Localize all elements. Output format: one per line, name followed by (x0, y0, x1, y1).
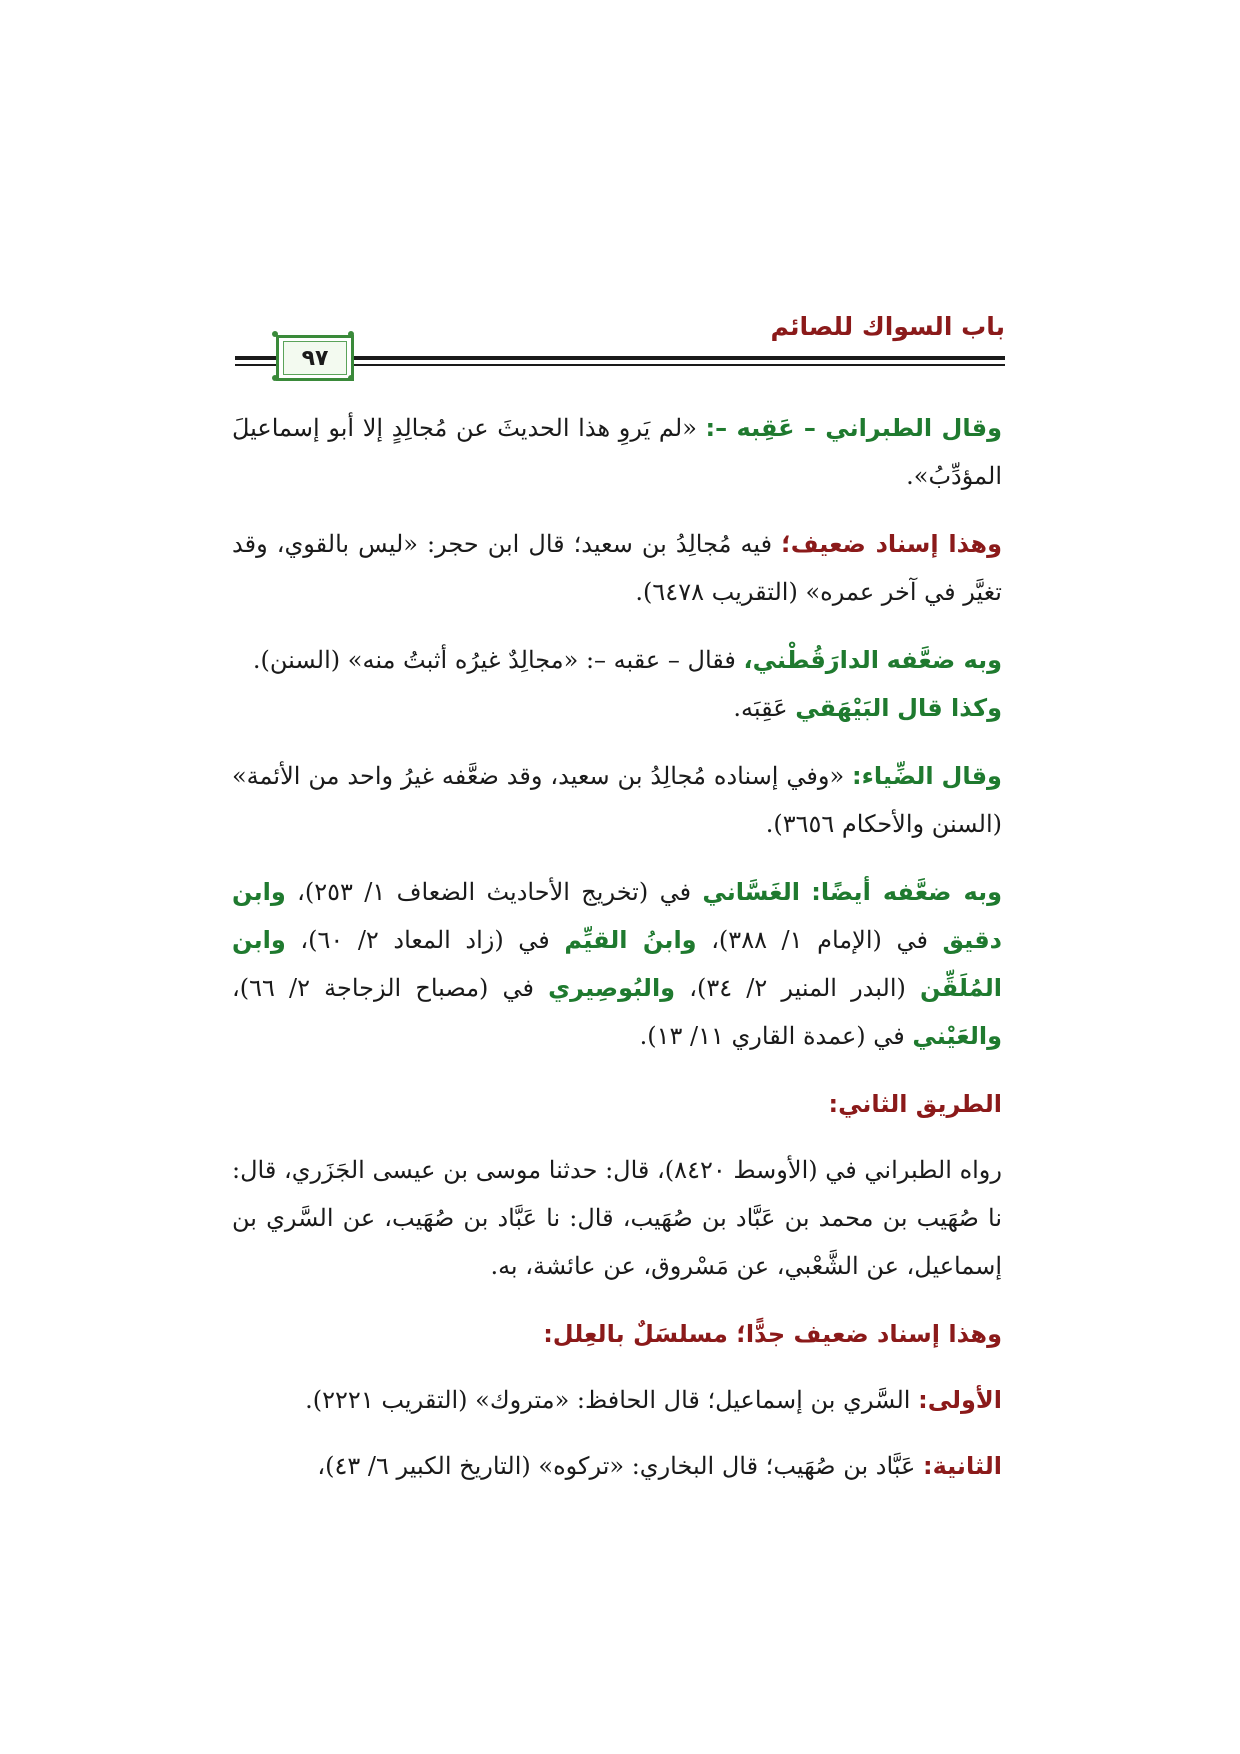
paragraph-also-weakened (232, 868, 1002, 1060)
section-heading-very-weak: وهذا إسناد ضعيف جدًّا؛ مسلسَلٌ بالعِلل: (543, 1320, 1002, 1348)
paragraph-text: فيه مُجالِدُ بن سعيد؛ قال ابن حجر: «ليس بالقوي، وقد تغيَّر في آخر عمره» (التقريب ٦٤٧٨). (232, 530, 1002, 606)
paragraph-text: رواه الطبراني في (الأوسط ٨٤٢٠)، قال: حدثنا موسى بن عيسى الجَزَري، قال: نا صُهَيب بن محمد بن عَبَّاد بن صُهَيب، قال: نا عَبَّاد بن صُهَيب، عن السَّري بن إسماعيل، عن الشَّعْبي، عن مَسْروق، عن عائشة، به. (232, 1156, 1002, 1280)
scholar-name: الغَسَّاني (702, 878, 800, 906)
ornament-dot-icon (272, 331, 278, 337)
paragraph-label: وكذا قال (897, 694, 1002, 722)
paragraph-label: وهذا إسناد ضعيف؛ (781, 530, 1002, 558)
scholar-name: الدارَقُطْني، (743, 646, 879, 674)
paragraph-text: عَبَّاد بن صُهَيب؛ قال البخاري: «تركوه» (التاريخ الكبير ٦/ ٤٣)، (317, 1452, 916, 1480)
paragraph-second-defect (232, 1442, 1002, 1490)
ornament-dot-icon (348, 331, 354, 337)
paragraph-label: وقال الطبراني – عَقِبه –: (705, 414, 1002, 442)
citation-text: في (الإمام ١/ ٣٨٨)، (711, 926, 928, 954)
paragraph-label: وبه ضعَّفه (886, 646, 1002, 674)
paragraph-tabarani-comment (232, 404, 1002, 500)
paragraph-label: الأولى: (918, 1386, 1002, 1414)
scholar-name: وابن دقيق (232, 878, 1002, 954)
scholar-name: البَيْهَقي (795, 694, 890, 722)
scholar-name: وابنُ القيِّم (564, 926, 697, 954)
paragraph-label: وبه ضعَّفه أيضًا: (811, 878, 1002, 906)
paragraph-tabarani-awsat (232, 1146, 1002, 1290)
scholar-name: وابن المُلَقِّن (232, 926, 1002, 1002)
paragraph-text: فقال – عقبه –: «مجالِدٌ غيرُه أثبتُ منه» (السنن). (252, 646, 736, 674)
paragraph-weak-chain (232, 520, 1002, 616)
paragraph-label: الثانية: (922, 1452, 1002, 1480)
page-body (232, 404, 1002, 1508)
ornament-dot-icon (348, 375, 354, 381)
paragraph-text: السَّري بن إسماعيل؛ قال الحافظ: «متروك» (التقريب ٢٢٢١). (305, 1386, 911, 1414)
citation-text: في (عمدة القاري ١١/ ١٣). (639, 1022, 905, 1050)
section-heading-second-path: الطريق الثاني: (828, 1090, 1002, 1118)
paragraph-label: وقال (941, 762, 1002, 790)
paragraph-text: عَقِبَه. (733, 694, 788, 722)
page-number: ٩٧ (283, 341, 347, 375)
paragraph-daraqutni (232, 636, 1002, 732)
scholar-name: الضِّياء: (852, 762, 934, 790)
ornament-dot-icon (272, 375, 278, 381)
citation-text: في (مصباح الزجاجة ٢/ ٦٦)، (232, 974, 535, 1002)
citation-text: (البدر المنير ٢/ ٣٤)، (689, 974, 906, 1002)
paragraph-first-defect (232, 1376, 1002, 1424)
citation-text: في (زاد المعاد ٢/ ٦٠)، (300, 926, 550, 954)
page-number-frame (276, 335, 354, 381)
scholar-name: والعَيْني (912, 1022, 1002, 1050)
paragraph-text: «وفي إسناده مُجالِدُ بن سعيد، وقد ضعَّفه غيرُ واحد من الأئمة» (السنن والأحكام ٣٦٥٦). (232, 762, 1002, 838)
paragraph-diya (232, 752, 1002, 848)
chapter-title: باب السواك للصائم (770, 312, 1005, 341)
citation-text: في (تخريج الأحاديث الضعاف ١/ ٢٥٣)، (297, 878, 692, 906)
paragraph-text: «لم يَروِ هذا الحديثَ عن مُجالِدٍ إلا أبو إسماعيلَ المؤدِّبُ». (232, 414, 1002, 490)
scholar-name: والبُوصِيري (548, 974, 676, 1002)
